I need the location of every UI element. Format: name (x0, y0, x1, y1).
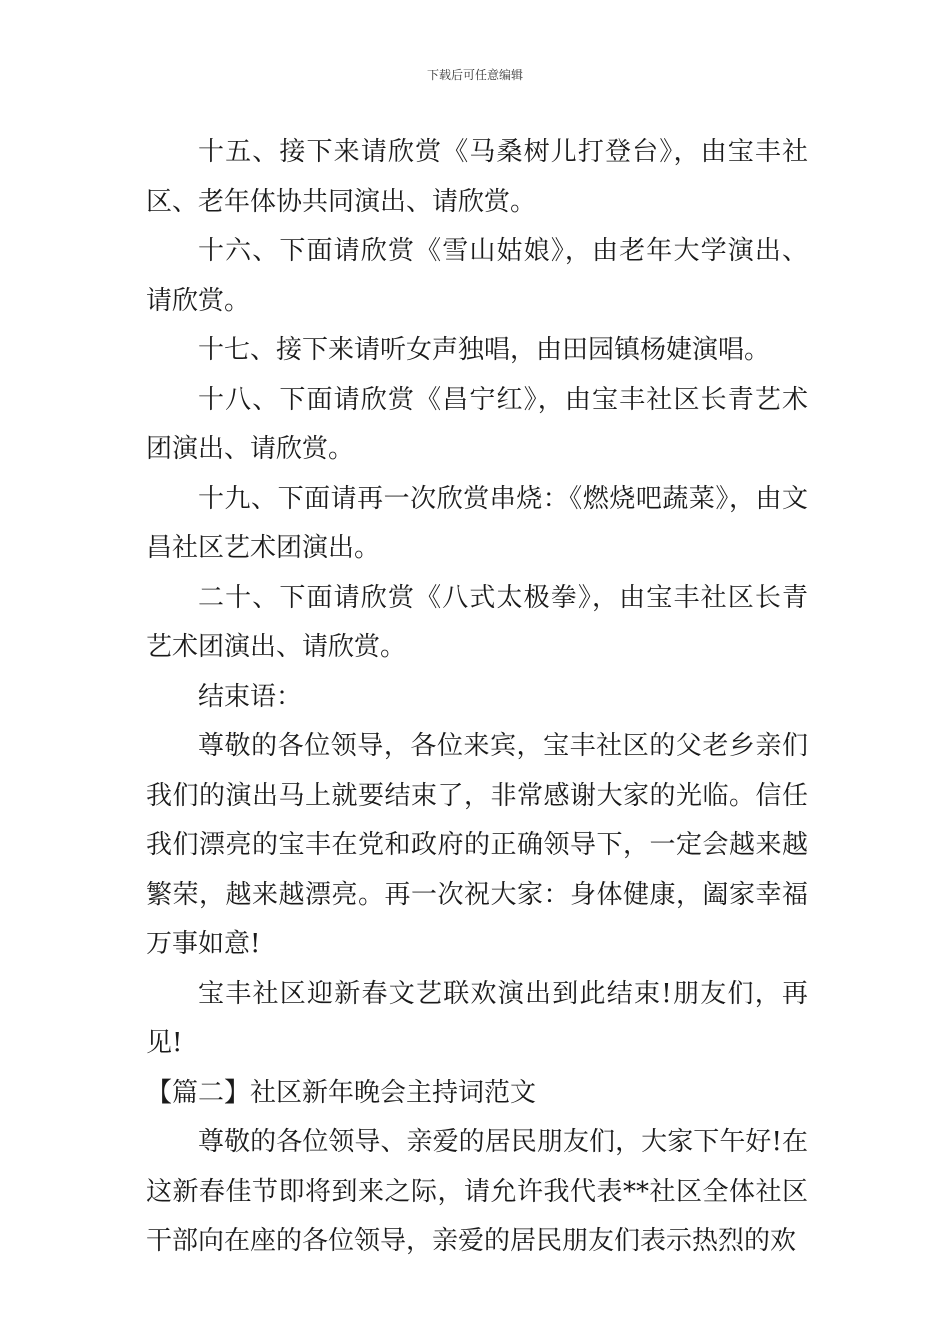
paragraph-item-16: 十六、下面请欣赏《雪山姑娘》，由老年大学演出、请欣赏。 (146, 236, 808, 316)
paragraph-item-18: 十八、下面请欣赏《昌宁红》，由宝丰社区长青艺术团演出、请欣赏。 (146, 384, 808, 464)
document-body (146, 128, 808, 1267)
paragraph-item-17: 十七、接下来请听女声独唱，由田园镇杨婕演唱。 (198, 335, 771, 365)
paragraph-item-19: 十九、下面请再一次欣赏串烧：《燃烧吧蔬菜》，由文昌社区艺术团演出。 (146, 483, 808, 563)
closing-heading: 结束语： (198, 681, 303, 712)
section-title: 【篇二】社区新年晚会主持词范文 (146, 1077, 537, 1108)
closing-speech: 尊敬的各位领导，各位来宾，宝丰社区的父老乡亲们我们的演出马上就要结束了，非常感谢大家的光临。信任我们漂亮的宝丰在党和政府的正确领导下，一定会越来越繁荣，越来越漂亮。再一次祝大家：身体健康，阖家幸福万事如意! (146, 731, 808, 959)
page-header: 下载后可任意编辑 (426, 68, 523, 82)
opening-speech: 尊敬的各位领导、亲爱的居民朋友们，大家下午好!在这新春佳节即将到来之际，请允许我代表**社区全体社区干部向在座的各位领导，亲爱的居民朋友们表示热烈的欢 (146, 1127, 808, 1256)
paragraph-item-15: 十五、接下来请欣赏《马桑树儿打登台》，由宝丰社区、老年体协共同演出、请欣赏。 (146, 137, 808, 217)
paragraph-item-20: 二十、下面请欣赏《八式太极拳》，由宝丰社区长青艺术团演出、请欣赏。 (146, 582, 808, 662)
closing-farewell: 宝丰社区迎新春文艺联欢演出到此结束!朋友们，再见! (146, 978, 808, 1058)
